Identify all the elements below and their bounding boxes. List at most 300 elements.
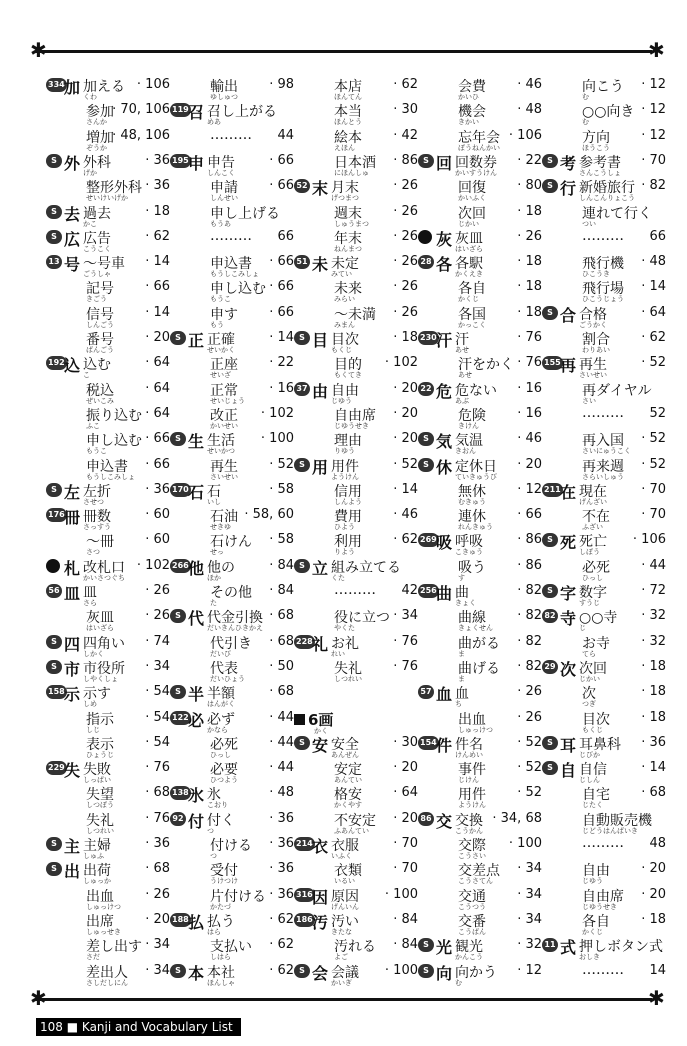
page-reference: · 52 xyxy=(517,760,542,776)
entry-number-badge: 28 xyxy=(418,255,434,269)
furigana-reading: もうこ xyxy=(86,447,107,456)
vocab-entry xyxy=(170,405,294,430)
vocab-entry xyxy=(294,734,418,759)
vocab-term: 本当 xyxy=(334,104,362,121)
page-reference: 44 xyxy=(277,127,294,143)
vocab-entry xyxy=(46,658,170,683)
vocab-entry xyxy=(170,152,294,177)
vocab-term: 受付 xyxy=(210,863,238,880)
furigana-reading: じかい xyxy=(458,219,479,228)
furigana-reading: えほん xyxy=(334,143,355,152)
entry-number-badge: 214 xyxy=(294,837,315,851)
vocab-entry xyxy=(542,734,666,759)
furigana-reading: しゅうまつ xyxy=(334,219,369,228)
vocab-term: 灰皿 xyxy=(455,230,483,247)
vocab-term: 過去 xyxy=(83,205,111,222)
page-reference: · 68 xyxy=(641,785,666,801)
page-reference: · 46 xyxy=(517,431,542,447)
vocab-term: 年末 xyxy=(334,230,362,247)
page-reference: · 16 xyxy=(517,405,542,421)
vocab-entry xyxy=(294,354,418,379)
page-reference: · 14 xyxy=(641,279,666,295)
page-reference: · 82 xyxy=(517,658,542,674)
vocab-term: 必死 xyxy=(210,736,238,753)
page-reference: · 62 xyxy=(145,228,170,244)
page-reference: · 74 xyxy=(145,633,170,649)
vocab-entry xyxy=(170,380,294,405)
kanji-headword: 再 xyxy=(560,356,577,376)
furigana-reading: かこ xyxy=(83,219,97,228)
vocab-entry xyxy=(170,456,294,481)
vocab-term: 未来 xyxy=(334,281,362,298)
vocab-entry xyxy=(46,430,170,455)
page-reference: · 22 xyxy=(269,355,294,371)
vocab-entry xyxy=(418,127,542,152)
vocab-term: 自由 xyxy=(582,863,610,880)
star-ornament-bottom-right: ✱ xyxy=(648,986,665,1010)
entry-number-badge: 230 xyxy=(418,331,439,345)
furigana-reading: しんごう xyxy=(86,320,114,329)
entry-number-badge: 211 xyxy=(542,483,563,497)
furigana-reading: かくやす xyxy=(334,801,362,810)
vocab-term: 参加 xyxy=(86,104,114,121)
furigana-reading: じゆうせき xyxy=(582,902,617,911)
furigana-reading: もくてき xyxy=(334,371,362,380)
furigana-reading: げんざい xyxy=(579,497,607,506)
page-reference: · 32 xyxy=(641,608,666,624)
vocab-term: 必死 xyxy=(582,559,610,576)
vocab-entry xyxy=(170,101,294,126)
vocab-term: 申込書 xyxy=(86,458,128,475)
vocab-term: 絵本 xyxy=(334,129,362,146)
page-reference: · 84 xyxy=(269,583,294,598)
furigana-reading: こおり xyxy=(207,801,228,810)
vocab-entry xyxy=(170,253,294,278)
furigana-reading: こうこく xyxy=(83,244,111,253)
vocab-entry xyxy=(418,962,542,987)
vocab-entry xyxy=(542,405,666,430)
vocab-entry xyxy=(542,759,666,784)
vocab-entry xyxy=(542,506,666,531)
vocab-entry xyxy=(294,506,418,531)
vocab-term: 汗 xyxy=(455,332,469,348)
page-reference: · 14 xyxy=(393,481,418,497)
furigana-reading: くた xyxy=(331,573,345,582)
page-reference: · 84 xyxy=(393,937,418,953)
vocab-entry xyxy=(542,152,666,177)
vocab-term: 石油 xyxy=(210,509,238,526)
furigana-reading: さつ xyxy=(86,548,100,557)
page-reference: · 70 xyxy=(641,507,666,523)
furigana-reading: きょくせん xyxy=(458,624,493,633)
furigana-reading: じたく xyxy=(582,801,603,810)
section-square-icon xyxy=(294,714,305,725)
kanji-headword: 考 xyxy=(560,153,577,173)
vocab-entry xyxy=(46,152,170,177)
vocab-term: 〜号車 xyxy=(83,256,125,273)
vocab-term: 事件 xyxy=(458,762,486,779)
vocab-term: 指示 xyxy=(86,711,114,728)
furigana-reading: きけん xyxy=(458,421,479,430)
furigana-reading: つ xyxy=(207,826,214,835)
vocab-term: ……… xyxy=(582,961,624,978)
entry-number-badge: S xyxy=(46,483,62,497)
furigana-reading: しつれい xyxy=(334,674,362,683)
furigana-reading: さいにゅうこく xyxy=(582,447,631,456)
page-reference: · 52 xyxy=(641,456,666,472)
kanji-headword: 字 xyxy=(560,584,577,603)
vocab-term: 必ず xyxy=(207,711,235,728)
furigana-reading: ひっし xyxy=(582,573,603,582)
entry-number-badge: S xyxy=(46,635,62,649)
furigana-reading: じ xyxy=(579,624,586,633)
furigana-reading: せきゆ xyxy=(210,523,231,532)
page-reference: 66 xyxy=(277,228,294,244)
vocab-entry xyxy=(170,430,294,455)
vocab-entry xyxy=(418,380,542,405)
entry-number-badge: 13 xyxy=(46,255,62,269)
vocab-term: 差出人 xyxy=(86,964,128,981)
vocab-entry xyxy=(542,228,666,253)
page-reference: · 68 xyxy=(269,608,294,624)
entry-number-badge: 22 xyxy=(418,382,434,396)
furigana-reading: かなら xyxy=(207,725,228,734)
kanji-headword: 主 xyxy=(64,837,81,856)
page-reference: · 66 xyxy=(269,304,294,320)
vocab-term: 血 xyxy=(455,686,469,703)
furigana-reading: いし xyxy=(207,497,221,506)
vocab-term: 各駅 xyxy=(455,256,483,273)
entry-number-badge: S xyxy=(46,660,62,674)
kanji-headword: 払 xyxy=(188,912,205,932)
vocab-term: 汗をかく xyxy=(458,357,514,374)
kanji-headword: 申 xyxy=(188,153,205,173)
vocab-term: 正常 xyxy=(210,382,238,399)
page-reference: · 42 xyxy=(393,127,418,143)
page-reference: · 102 xyxy=(260,405,294,421)
furigana-reading: ぞうか xyxy=(86,143,107,152)
page-reference: · 18 xyxy=(517,279,542,295)
furigana-reading: しかく xyxy=(83,649,104,658)
furigana-reading: かいせい xyxy=(210,421,238,430)
vocab-entry xyxy=(418,886,542,911)
vocab-entry xyxy=(418,759,542,784)
vocab-entry xyxy=(294,304,418,329)
vocab-entry xyxy=(170,658,294,683)
page-reference: · 48, 106 xyxy=(112,127,170,143)
furigana-reading: させつ xyxy=(83,497,104,506)
page-reference: · 34 xyxy=(145,962,170,978)
entry-number-badge: 158 xyxy=(46,685,67,699)
kanji-headword: 衣 xyxy=(312,837,329,856)
vocab-entry xyxy=(46,329,170,354)
furigana-reading: みまん xyxy=(334,320,355,329)
kanji-headword: 吸 xyxy=(436,533,453,553)
page-reference: · 70 xyxy=(641,481,666,497)
furigana-reading: けんめい xyxy=(455,750,483,759)
vocab-term: 数字 xyxy=(579,585,607,601)
vocab-term: 記号 xyxy=(86,281,114,298)
page-reference: · 34 xyxy=(145,937,170,953)
vocab-term: 忘年会 xyxy=(458,129,500,146)
page-reference: · 36 xyxy=(145,178,170,194)
vocab-entry xyxy=(294,709,418,734)
furigana-reading: やくた xyxy=(334,624,355,633)
furigana-reading: ようけん xyxy=(458,801,486,810)
page-reference: · 84 xyxy=(393,911,418,927)
vocab-term: 不在 xyxy=(582,509,610,526)
page-reference: · 34 xyxy=(517,861,542,877)
page-reference: · 70 xyxy=(641,152,666,168)
furigana-reading: ひよう xyxy=(334,523,355,532)
furigana-reading: みてい xyxy=(331,270,352,279)
vocab-term: お寺 xyxy=(582,635,610,652)
furigana-reading: かいひ xyxy=(458,93,479,101)
page-reference: · 32 xyxy=(517,937,542,953)
vocab-term: 格安 xyxy=(334,787,362,804)
furigana-reading: さだ xyxy=(86,953,100,962)
page-reference: · 20 xyxy=(393,760,418,776)
entry-number-badge: 334 xyxy=(46,78,67,92)
vocab-term: 氷 xyxy=(207,787,221,804)
kanji-headword: 汗 xyxy=(436,331,453,350)
page-reference: · 62 xyxy=(269,962,294,978)
page-reference: · 106 xyxy=(632,532,666,548)
kanji-headword: 加 xyxy=(64,78,81,97)
page-reference: · 20 xyxy=(641,861,666,877)
kanji-headword: 由 xyxy=(312,381,329,401)
furigana-reading: かいぎ xyxy=(331,978,352,987)
kanji-headword: 広 xyxy=(64,229,81,249)
page-reference: · 100 xyxy=(384,962,418,978)
vocab-term: 機会 xyxy=(458,104,486,121)
vocab-entry xyxy=(542,354,666,379)
page-reference: · 26 xyxy=(145,886,170,902)
kanji-headword: 目 xyxy=(312,331,329,350)
page-reference: · 44 xyxy=(269,709,294,725)
vocab-entry xyxy=(170,582,294,607)
page-reference: · 58, 60 xyxy=(244,507,294,523)
entry-number-badge: S xyxy=(418,154,434,168)
vocab-entry xyxy=(294,683,418,708)
page-reference: · 14 xyxy=(641,760,666,776)
entry-number-badge: S xyxy=(170,685,186,699)
furigana-reading: もうあ xyxy=(210,219,231,228)
page-reference: · 46 xyxy=(517,77,542,92)
furigana-reading: いふく xyxy=(331,852,352,860)
vocab-entry xyxy=(170,962,294,987)
furigana-reading: せいかつ xyxy=(207,447,235,456)
furigana-reading: かんこう xyxy=(455,953,483,962)
page-number: 108 xyxy=(40,1020,63,1034)
furigana-reading: おしき xyxy=(579,953,600,962)
vocab-term: 無休 xyxy=(458,483,486,500)
kanji-headword: 召 xyxy=(188,103,205,123)
vocab-entry xyxy=(170,911,294,936)
entry-number-badge: S xyxy=(418,432,434,446)
vocab-entry xyxy=(418,481,542,506)
vocab-term: 税込 xyxy=(86,382,114,399)
furigana-reading: さいせい xyxy=(579,371,607,380)
vocab-term: 申込書 xyxy=(210,256,252,273)
vocab-entry xyxy=(418,405,542,430)
furigana-reading: せいかく xyxy=(207,346,235,354)
vocab-term: 観光 xyxy=(455,939,483,956)
vocab-term: 代金引換 xyxy=(207,610,263,627)
furigana-reading: あせ xyxy=(455,346,469,354)
vocab-term: 現在 xyxy=(579,483,607,500)
vocab-term: その他 xyxy=(210,585,252,601)
furigana-reading: はんがく xyxy=(207,700,235,709)
vocab-entry xyxy=(542,127,666,152)
page-reference: · 16 xyxy=(517,380,542,396)
furigana-reading: しんよう xyxy=(334,497,362,506)
vocab-entry xyxy=(170,835,294,860)
page-reference: · 66 xyxy=(145,279,170,295)
page-reference: · 12 xyxy=(517,962,542,978)
page-reference: · 62 xyxy=(641,330,666,345)
furigana-reading: てら xyxy=(582,649,596,658)
page-reference: · 54 xyxy=(145,684,170,700)
page-reference: · 66 xyxy=(145,431,170,447)
vocab-entry xyxy=(542,76,666,101)
page-reference: · 26 xyxy=(393,254,418,270)
entry-number-badge: S xyxy=(542,736,558,750)
vocab-entry xyxy=(542,683,666,708)
page-reference: · 34 xyxy=(393,608,418,624)
page-reference: · 14 xyxy=(145,304,170,320)
vocab-entry xyxy=(46,810,170,835)
vocab-entry xyxy=(170,709,294,734)
vocab-entry xyxy=(46,354,170,379)
vocab-term: 出荷 xyxy=(83,863,111,880)
vocab-term: 市役所 xyxy=(83,660,125,677)
vocab-term: 広告 xyxy=(83,230,111,247)
furigana-reading: こ xyxy=(83,371,90,380)
page-reference: · 26 xyxy=(517,709,542,725)
entry-number-badge: 229 xyxy=(46,761,67,775)
page-reference: · 26 xyxy=(517,684,542,700)
kanji-headword: 立 xyxy=(312,558,329,578)
entry-number-badge: S xyxy=(294,964,310,978)
page-reference: · 102 xyxy=(136,557,170,573)
vocab-term: 皿 xyxy=(83,585,97,601)
vocab-term: 交番 xyxy=(458,913,486,930)
vocab-entry xyxy=(170,304,294,329)
vocab-entry xyxy=(170,354,294,379)
kanji-headword: 市 xyxy=(64,659,81,679)
bottom-rule xyxy=(36,998,652,1001)
vocab-term: ……… xyxy=(334,582,376,598)
vocab-entry xyxy=(170,633,294,658)
page-reference: · 76 xyxy=(145,810,170,826)
vocab-term: 日本酒 xyxy=(334,154,376,171)
page-reference: · 30 xyxy=(393,102,418,118)
kanji-headword: 示 xyxy=(64,685,81,705)
entry-number-badge: S xyxy=(418,938,434,952)
page-reference: · 52 xyxy=(517,785,542,801)
vocab-entry xyxy=(294,886,418,911)
page-reference: · 64 xyxy=(393,785,418,801)
vocab-term: 再来週 xyxy=(582,458,624,475)
furigana-reading: よご xyxy=(334,953,348,962)
star-ornament-bottom-left: ✱ xyxy=(30,986,47,1010)
page-reference: · 68 xyxy=(145,785,170,801)
page-reference: · 100 xyxy=(384,886,418,902)
vocab-term: 再生 xyxy=(210,458,238,475)
vocab-entry xyxy=(542,203,666,228)
page-reference: · 58 xyxy=(269,481,294,497)
entry-number-badge: 119 xyxy=(170,103,191,117)
vocab-term: 参考書 xyxy=(579,154,621,171)
vocab-term: 四角い xyxy=(83,635,125,652)
vocab-term: 各自 xyxy=(458,281,486,298)
furigana-reading: ま xyxy=(458,674,465,683)
vocab-entry xyxy=(170,329,294,354)
page-reference: · 36 xyxy=(269,861,294,877)
furigana-reading: もうしこみしょ xyxy=(86,472,135,481)
vocab-term: 正確 xyxy=(207,332,235,348)
kanji-headword: 回 xyxy=(436,153,453,173)
vocab-term: 役に立つ xyxy=(334,610,390,627)
furigana-reading: ほんてん xyxy=(334,93,362,101)
kanji-headword: 氷 xyxy=(188,786,205,806)
kanji-headword: 灰 xyxy=(436,229,453,249)
vocab-entry xyxy=(170,506,294,531)
page-reference: · 34 xyxy=(517,911,542,927)
vocab-term: 新婚旅行 xyxy=(579,180,635,197)
page-reference: · 50 xyxy=(269,658,294,674)
vocab-term: 未定 xyxy=(331,256,359,273)
vocab-entry xyxy=(170,936,294,961)
kanji-headword: 冊 xyxy=(64,508,81,528)
vocab-entry xyxy=(46,203,170,228)
page-reference: · 26 xyxy=(517,228,542,244)
vocab-term: 曲げる xyxy=(458,660,500,677)
furigana-reading: こうさい xyxy=(458,852,486,860)
furigana-reading: にほんしゅ xyxy=(334,168,369,177)
vocab-entry xyxy=(418,860,542,885)
bullet-dot-icon xyxy=(46,559,60,573)
kanji-headword: 会 xyxy=(312,963,329,983)
furigana-reading: だいきんひきかえ xyxy=(207,624,263,633)
page-reference: 52 xyxy=(649,405,666,421)
vocab-term: 再入国 xyxy=(582,433,624,450)
furigana-reading: じどうはんばいき xyxy=(582,826,638,835)
entry-number-badge: 256 xyxy=(418,584,439,598)
vocab-entry xyxy=(170,784,294,809)
page-reference: · 76 xyxy=(145,760,170,776)
vocab-entry xyxy=(46,582,170,607)
furigana-reading: た xyxy=(210,599,217,607)
vocab-term: 付く xyxy=(207,812,235,829)
vocab-term: 費用 xyxy=(334,509,362,526)
page-reference: · 64 xyxy=(145,380,170,396)
page-reference: · 30 xyxy=(393,734,418,750)
vocab-term: 押しボタン式 xyxy=(579,939,663,956)
vocab-entry xyxy=(46,380,170,405)
vocab-term: 安全 xyxy=(331,736,359,753)
page-reference: · 36 xyxy=(269,886,294,902)
vocab-entry xyxy=(542,329,666,354)
vocab-term: 方向 xyxy=(582,129,610,146)
entry-number-badge: S xyxy=(542,761,558,775)
vocab-term: 気温 xyxy=(455,433,483,450)
kanji-headword: 末 xyxy=(312,179,329,199)
furigana-reading: はいざら xyxy=(455,244,483,253)
page-reference: · 66 xyxy=(145,456,170,472)
kanji-headword: 在 xyxy=(560,482,577,502)
